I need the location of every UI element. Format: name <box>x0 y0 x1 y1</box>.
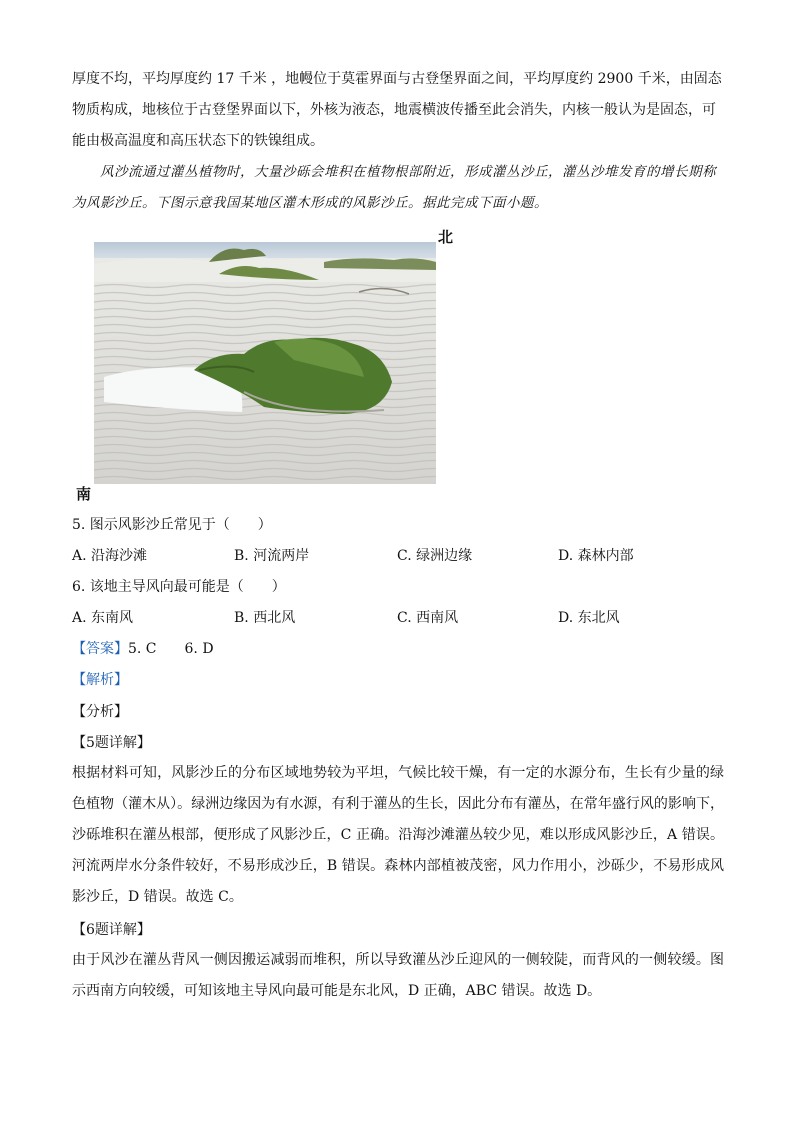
south-label: 南 <box>76 485 92 503</box>
answer-row <box>72 639 214 659</box>
detail-6-text: 由于风沙在灌丛背风一侧因搬运减弱而堆积，所以导致灌丛沙丘迎风的一侧较陡，而背风的一侧较缓。图示西南方向较缓，可知该地主导风向最可能是东北风，D 正确，ABC 错误。故选 D。 <box>72 952 724 999</box>
q5-option-a: A. 沿海沙滩 <box>72 548 148 564</box>
analysis-label: 【解析】 <box>72 672 128 688</box>
dune-photo-image <box>94 242 436 484</box>
q6-option-d: D. 东北风 <box>558 610 620 626</box>
answer-label: 【答案】 <box>72 641 128 657</box>
intro-paragraph-2: 风沙流通过灌丛植物时，大量沙砾会堆积在植物根部附近，形成灌丛沙丘，灌丛沙堆发育的增长期称为风影沙丘。下图示意我国某地区灌木形成的风影沙丘。据此完成下面小题。 <box>72 164 716 211</box>
fenxi-label: 【分析】 <box>72 704 128 720</box>
dune-photo <box>94 242 436 484</box>
north-label: 北 <box>438 228 454 246</box>
q6-option-b: B. 西北风 <box>234 610 296 626</box>
question-5-stem: 5. 图示风影沙丘常见于（ ） <box>72 517 272 533</box>
detail-5-label: 【5题详解】 <box>72 735 151 751</box>
q6-option-c: C. 西南风 <box>397 610 459 626</box>
detail-5-text: 根据材料可知，风影沙丘的分布区域地势较为平坦，气候比较干燥，有一定的水源分布，生长有少量的绿色植物（灌木从）。绿洲边缘因为有水源，有利于灌丛的生长，因此分布有灌丛，在常年盛行风的影响下，沙砾堆积在灌丛根部，便形成了风影沙丘，C 正确。沿海沙滩灌丛较少见，难以形成风影沙丘，A 错误。河流两岸水分条件较好，不易形成沙丘，B 错误。森林内部植被茂密，风力作用小，沙砾少，不易形成风影沙丘，D 错误。故选 C。 <box>72 765 724 905</box>
q6-option-a: A. 东南风 <box>72 610 134 626</box>
q5-option-d: D. 森林内部 <box>558 548 634 564</box>
answer-text: 5. C 6. D <box>128 641 214 657</box>
detail-6-label: 【6题详解】 <box>72 922 151 938</box>
q5-option-b: B. 河流两岸 <box>234 548 310 564</box>
question-6-stem: 6. 该地主导风向最可能是（ ） <box>72 579 286 595</box>
q5-option-c: C. 绿洲边缘 <box>397 548 473 564</box>
intro-paragraph-1: 厚度不均，平均厚度约 17 千米 ，地幔位于莫霍界面与古登堡界面之间，平均厚度约 2900 千米，由固态物质构成，地核位于古登堡界面以下，外核为液态，地震横波传播至此会消失，内核一般认为是固态，可能由极高温度和高压状态下的铁镍组成。 <box>72 71 722 149</box>
